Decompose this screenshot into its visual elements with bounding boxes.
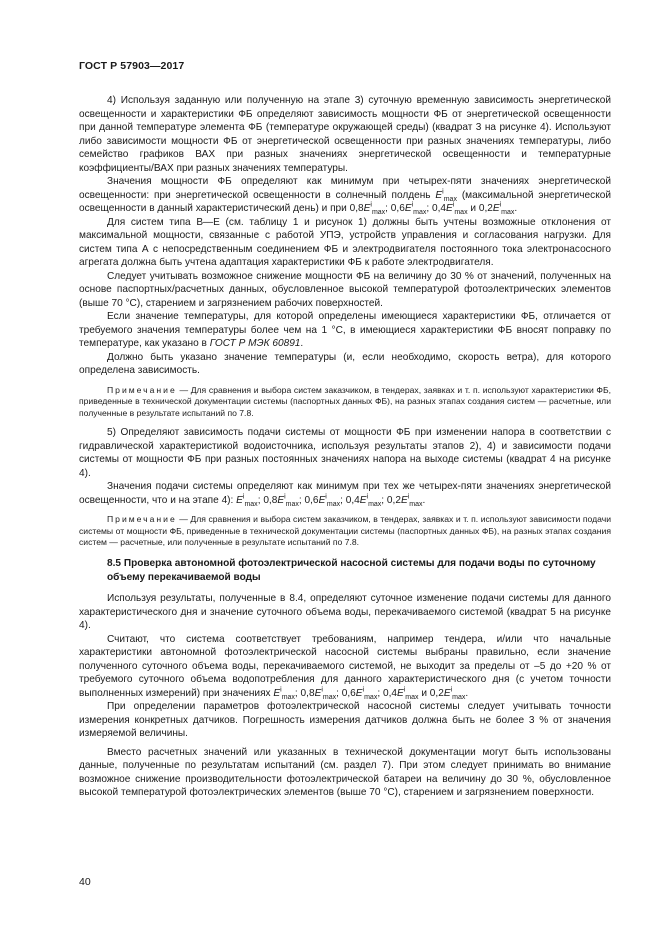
note-1: Примечание — Для сравнения и выбора систем заказчиком, в тендерах, заявках и т. п. используют характеристики ФБ, приведенные в технической документации системы (паспортных данных ФБ), на разных этапах создания систем — расчетные, или полученные в результате испытаний по 7.8. [79,384,611,418]
paragraph-system-types: Для систем типа В—Е (см. таблицу 1 и рисунок 1) должны быть учтены возможные отклонения от максимальной мощности, связанные с работой УПЭ, устройств управления и согласования нагрузки. Для систем типа А с непосредственным соединением ФБ и электродвигателя постоянного тока электронасосного агрегата должна быть учтена адаптация характеристики ФБ к работе электродвигателя. [79,216,611,268]
paragraph-daily-volume: Используя результаты, полученные в 8.4, определяют суточное изменение подачи системы для данного характеристического дня и значение суточного объема воды, перекачиваемого системой (квадрат 5 на рисунке 4). [79,593,611,632]
standard-reference: ГОСТ Р МЭК 60891 [209,338,301,349]
note-label: Примечание [107,514,177,525]
paragraph-step-4: 4) Используя заданную или полученную на этапе 3) суточную временную зависимость энергетической освещенности и характеристики ФБ определяют зависимость мощности ФБ от энергетической освещенности при данной температуре элемента ФБ (температуре окружающей среды) (квадрат 3 на рисунке 4). Используют либо зависимости мощности ФБ от энергетической освещенности при разных значениях температуры, либо семейство графиков ВАХ при разных значениях энергетической освещенности и температурные коэффициенты/ВАХ при разных значениях температуры. [79,95,611,174]
page-number: 40 [79,876,91,888]
paragraph-requirements: Считают, что система соответствует требованиям, например тендера, и/или что начальные характеристики автономной фотоэлектрической насосной системы выбраны правильно, если значение полученного суточного объема воды, перекачиваемого системой, не выходит за пределы от –5 до +20 % от требуемого суточного объема водопотребления для данного характеристического дня (с учетом точности выполненных измерений) при значениях $E^i_{max}$; $0,8E^i_{max}$; $0,6E^i_{max}$; $0,4E^i_{max}$ и $0,2E^i_{max}$. [79,633,611,701]
paragraph-power-values: Значения мощности ФБ определяют как минимум при четырех-пяти значениях энергетической освещенности: при энергетической освещенности в солнечный полдень $E^i_{max}$ (максимальной энергетической освещенности в данный характеристический день) и при $0,8E^i_{max}$; $0,6E^i_{max}$; $0,4E^i_{max}$ и $0,2E^i_{max}$. [79,176,611,217]
paragraph-temperature-note: Должно быть указано значение температуры (и, если необходимо, скорость ветра), для которого определена зависимость. [79,351,611,376]
paragraph-sensor-accuracy: При определении параметров фотоэлектрической насосной системы следует учитывать точности измерения конкретных датчиков. Погрешность измерения датчиков должна быть не более 3 % от значения измеряемой величины. [79,701,611,740]
note-label: Примечание [107,384,177,395]
paragraph-power-reduction: Следует учитывать возможное снижение мощности ФБ на величину до 30 % от значений, полученных на основе паспортных/расчетных данных, обусловленное высокой температурой фотоэлектрических элементов (выше 70 °C), старением и загрязнением рабочих поверхностей. [79,270,611,309]
document-body [79,94,611,800]
paragraph-step-5: 5) Определяют зависимость подачи системы от мощности ФБ при изменении напора в соответствии с гидравлической характеристикой водоисточника, используя результаты этапов 2), 4) и зависимости подачи системы от мощности ФБ при разных постоянных значениях напора на выходе системы (квадрат 4 на рисунке 4). [79,427,611,479]
paragraph-test-data: Вместо расчетных значений или указанных в технической документации могут быть использованы данные, полученные по результатам испытаний (см. раздел 7). При этом следует принимать во внимание возможное снижение производительности фотоэлектрической батареи на величину до 30 %, обусловленное высокой температурой фотоэлектрических элементов (выше 70 °C), старением и загрязнением поверхности. [79,746,611,799]
note-2: Примечание — Для сравнения и выбора систем заказчиком, в тендерах, заявках и т. п. используют зависимости подачи системы от мощности ФБ, приведенные в технической документации системы (паспортных данных ФБ), на разных этапах создания систем — расчетные, или полученные в результате испытаний по 7.8. [79,514,611,548]
section-heading-8-5: 8.5 Проверка автономной фотоэлектрической насосной системы для подачи воды по суточному объему перекачиваемой воды [107,558,596,583]
paragraph-temperature-correction: Если значение температуры, для которой определены имеющиеся характеристики ФБ, отличается от требуемого значения температуры более чем на 1 °C, в имеющиеся характеристики ФБ вносят поправку по температуре, как указано в ГОСТ Р МЭК 60891. [79,311,611,349]
document-header: ГОСТ Р 57903—2017 [79,60,185,72]
paragraph-flow-values: Значения подачи системы определяют как минимум при тех же четырех-пяти значениях энергетической освещенности, что и на этапе 4): $E^i_{max}$; $0,8E^i_{max}$; $0,6E^i_{max}$; $0,4E^i_{max}$; $0,2E^i_{max}$. [79,481,611,508]
